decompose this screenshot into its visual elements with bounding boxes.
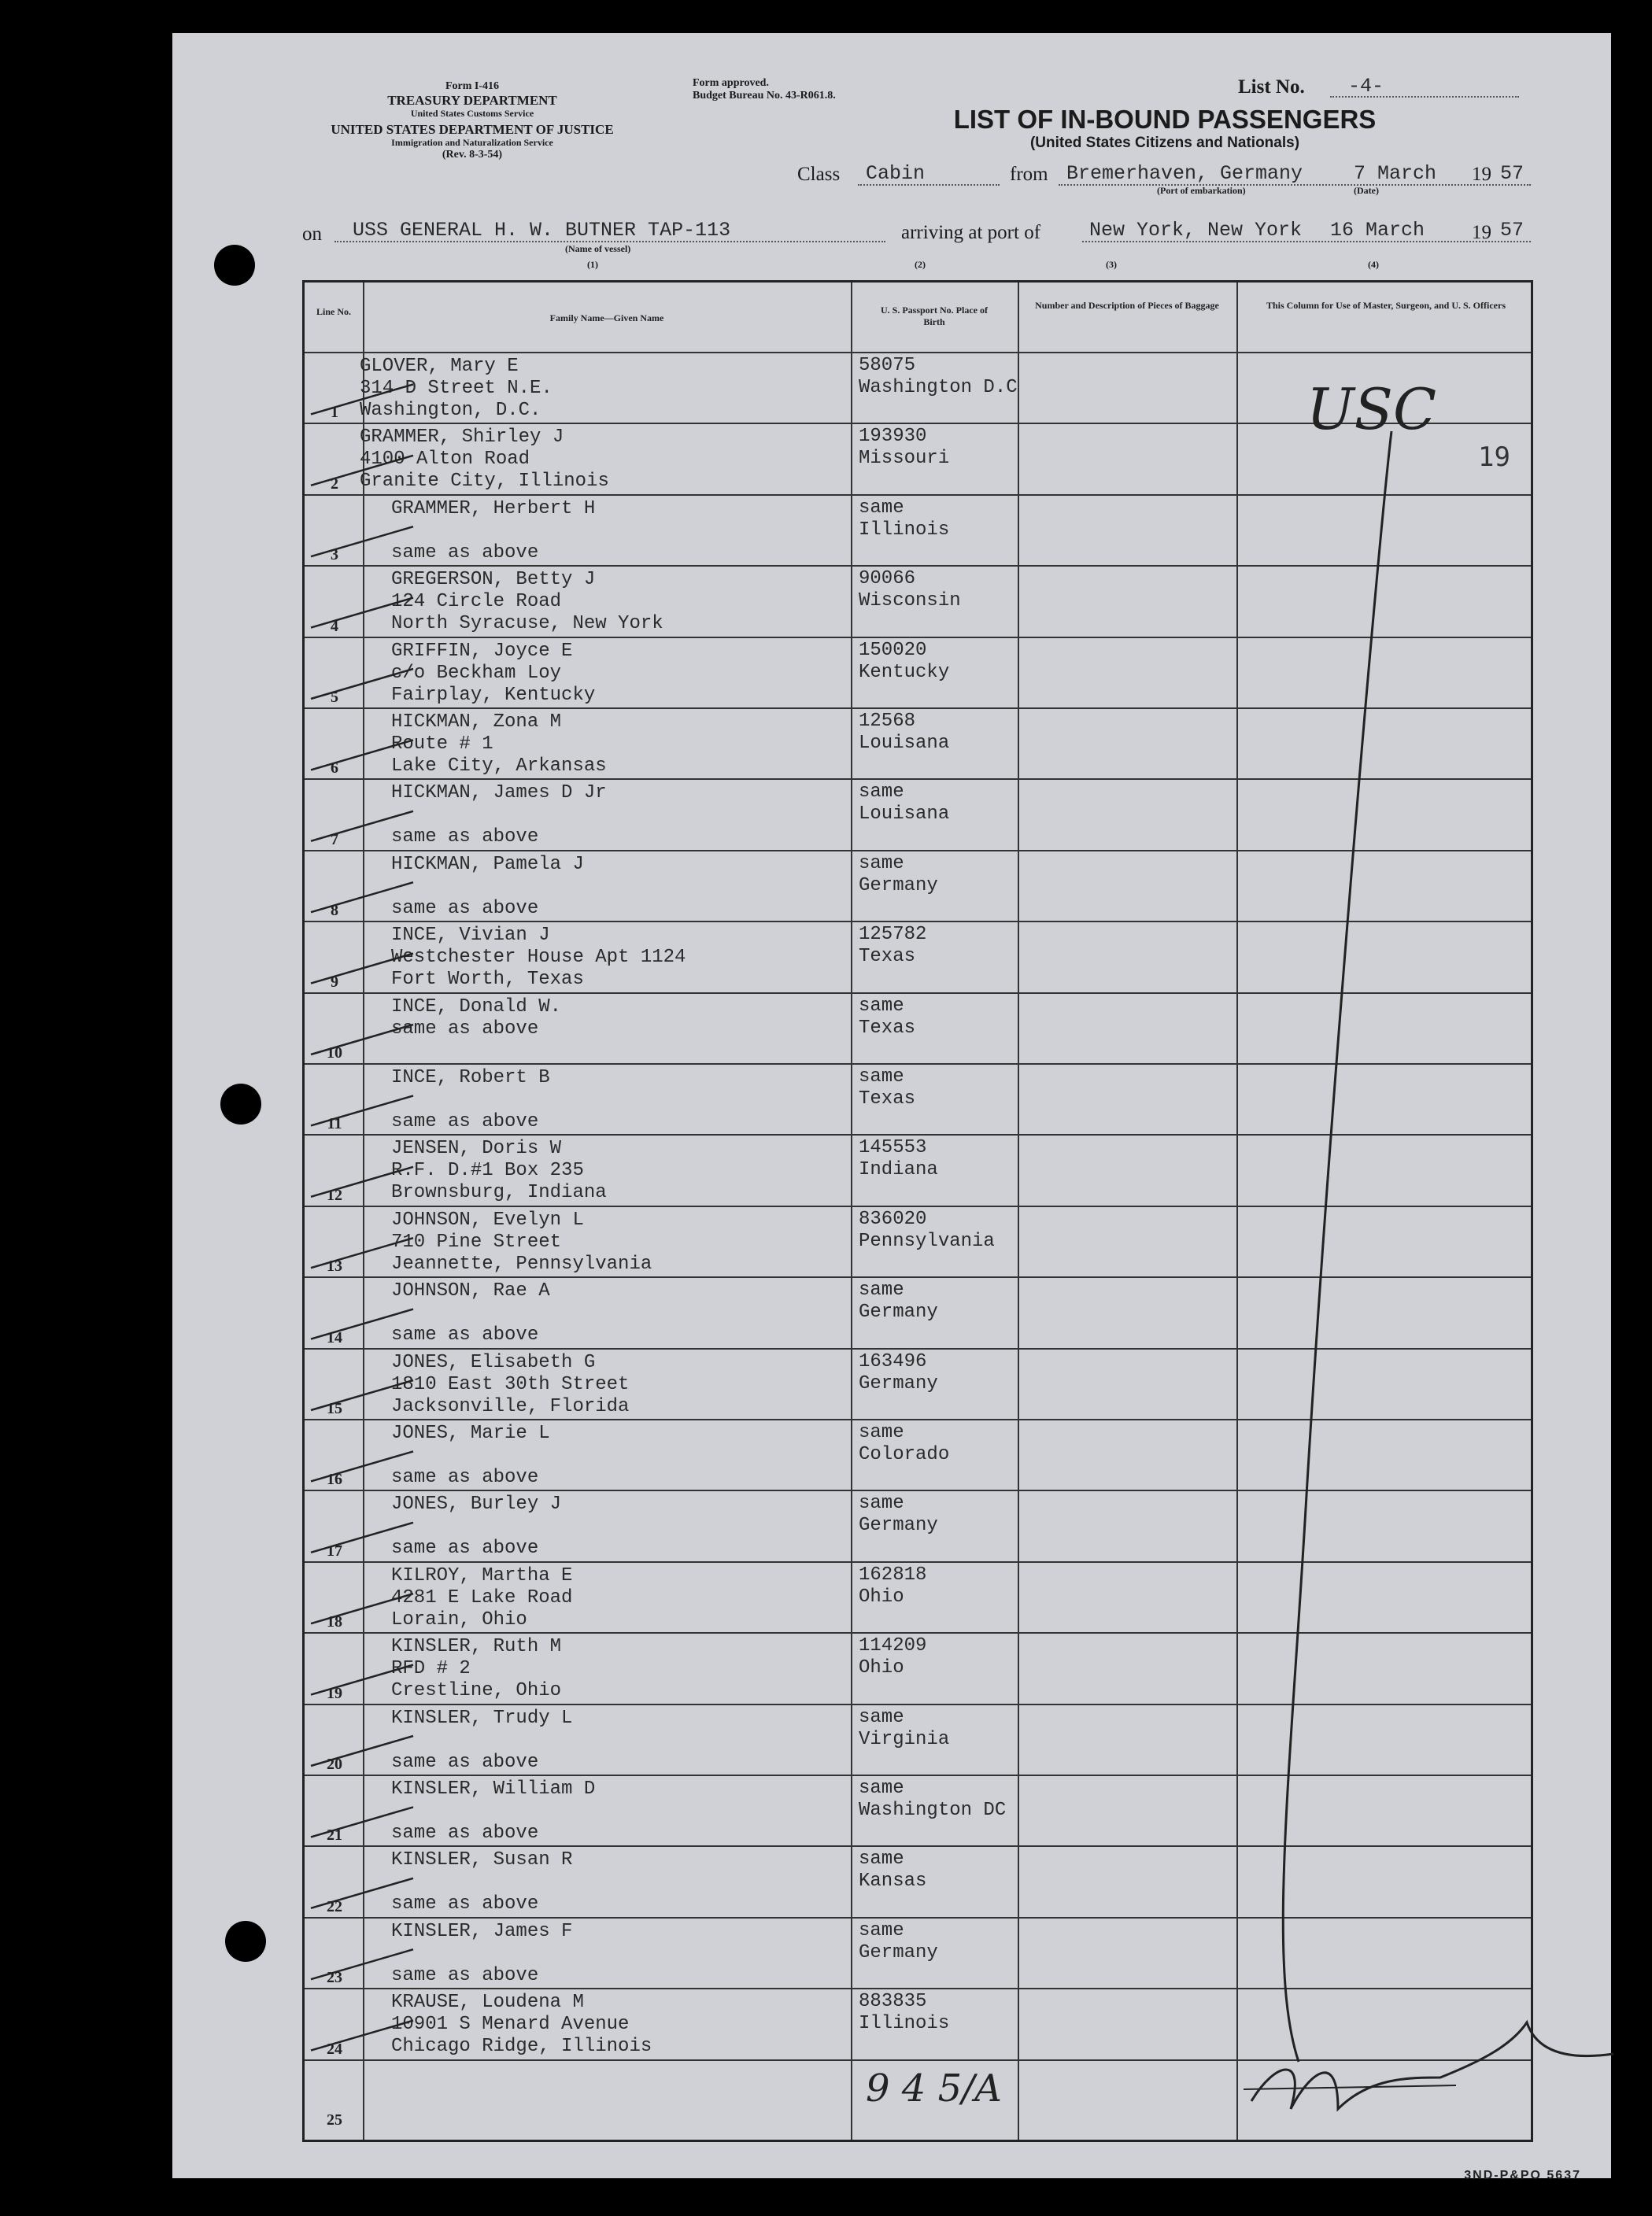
place-of-birth: Germany [859, 1302, 938, 1324]
passenger-address: Westchester House Apt 1124 [391, 947, 686, 969]
line-number: 18 [327, 1613, 342, 1631]
passenger-address: Crestline, Ohio [391, 1680, 562, 1702]
passport-number: same [859, 1280, 904, 1302]
col-caption-1: (1) [587, 259, 598, 270]
tally-mark: 9 4 5/A [866, 2066, 1002, 2111]
line-number: 19 [327, 1684, 342, 1702]
col-caption-4: (4) [1368, 259, 1379, 270]
line-number: 5 [331, 688, 338, 706]
passenger-address: c/o Beckham Loy [391, 662, 562, 684]
place-of-birth: Wisconsin [859, 590, 961, 612]
passenger-name: KILROY, Martha E [391, 1564, 573, 1586]
line-number: 16 [327, 1471, 342, 1489]
passport-number: 12568 [859, 711, 916, 732]
passport-number: same [859, 995, 904, 1017]
place-of-birth: Germany [859, 1372, 938, 1394]
place-of-birth: Indiana [859, 1159, 938, 1181]
passenger-name: GRAMMER, Herbert H [391, 497, 596, 519]
treasury-dept: TREASURY DEPARTMENT [387, 93, 557, 109]
passenger-address: same as above [391, 1111, 539, 1132]
passenger-address: Fairplay, Kentucky [391, 684, 596, 706]
place-of-birth: Illinois [859, 519, 950, 541]
check-mark [311, 1807, 413, 1837]
line-number: 12 [327, 1186, 342, 1204]
passenger-name: GRAMMER, Shirley J [360, 427, 564, 449]
vessel-caption: (Name of vessel) [565, 243, 631, 254]
passenger-address: 4100 Alton Road [360, 449, 530, 471]
passenger-name: KINSLER, William D [391, 1778, 596, 1800]
line-number: 17 [327, 1542, 342, 1560]
passenger-address: Lake City, Arkansas [391, 755, 607, 777]
place-of-birth: Texas [859, 1088, 916, 1110]
place-of-birth: Ohio [859, 1586, 904, 1608]
passenger-address: Granite City, Illinois [360, 471, 609, 493]
passenger-address: 4281 E Lake Road [391, 1586, 573, 1608]
passenger-address: same as above [391, 1467, 539, 1488]
passenger-address: 1810 East 30th Street [391, 1373, 630, 1395]
passenger-address: same as above [391, 1964, 539, 1986]
passenger-name: JONES, Burley J [391, 1494, 562, 1516]
line-number: 11 [327, 1115, 342, 1133]
depart-date: 7 March [1354, 162, 1437, 185]
passenger-name: JONES, Elisabeth G [391, 1351, 596, 1373]
place-of-birth: Ohio [859, 1657, 904, 1679]
line-number: 2 [331, 475, 338, 493]
check-mark [311, 882, 413, 912]
passenger-address: same as above [391, 826, 539, 848]
passenger-name: JENSEN, Doris W [391, 1138, 562, 1160]
passenger-address: same as above [391, 1538, 539, 1560]
check-mark [311, 954, 413, 984]
check-mark [311, 456, 413, 486]
check-mark [311, 1380, 413, 1410]
line-number: 9 [331, 973, 338, 991]
passenger-address: Lorain, Ohio [391, 1608, 527, 1631]
check-mark [311, 384, 413, 414]
check-mark [311, 526, 413, 556]
passport-number: 90066 [859, 568, 916, 590]
passport-number: same [859, 497, 904, 519]
passport-number: same [859, 1493, 904, 1515]
passport-number: same [859, 1849, 904, 1871]
passport-number: 125782 [859, 924, 927, 946]
passenger-address: North Syracuse, New York [391, 613, 663, 635]
passenger-address: Route # 1 [391, 733, 493, 755]
check-mark [311, 1736, 413, 1766]
place-of-birth: Texas [859, 946, 916, 968]
budget-bureau: Budget Bureau No. 43-R061.8. [693, 90, 836, 102]
col-caption-2: (2) [915, 259, 926, 270]
on-label: on [302, 223, 322, 245]
passport-number: 114209 [859, 1635, 927, 1657]
officer-signature [1251, 2022, 1613, 2109]
check-mark [311, 1167, 413, 1197]
passport-number: 836020 [859, 1208, 927, 1230]
check-mark [311, 1309, 413, 1339]
line-number: 10 [327, 1043, 342, 1062]
passenger-address: Washington, D.C. [360, 400, 541, 421]
passenger-name: KRAUSE, Loudena M [391, 1992, 584, 2014]
passenger-name: INCE, Donald W. [391, 995, 562, 1018]
passport-number: same [859, 781, 904, 803]
passport-number: same [859, 1778, 904, 1799]
passenger-name: JOHNSON, Rae A [391, 1280, 550, 1302]
passenger-name: HICKMAN, James D Jr [391, 782, 607, 804]
place-of-birth: Colorado [859, 1444, 950, 1465]
arrival-port: New York, New York [1089, 219, 1303, 242]
passenger-address: same as above [391, 1823, 539, 1844]
check-mark [311, 811, 413, 841]
passenger-name: KINSLER, Susan R [391, 1849, 573, 1871]
passenger-name: INCE, Vivian J [391, 925, 550, 947]
passenger-address: Fort Worth, Texas [391, 969, 584, 991]
check-mark [311, 1878, 413, 1908]
list-no-label: List No. [1238, 76, 1305, 98]
passport-number: same [859, 852, 904, 874]
port-embark-caption: (Port of embarkation) [1157, 185, 1246, 196]
line-number: 14 [327, 1328, 342, 1346]
passenger-name: HICKMAN, Pamela J [391, 853, 584, 875]
form-revision: (Rev. 8-3-54) [442, 148, 503, 161]
place-of-birth: Washington DC [859, 1800, 1007, 1821]
officer-vertical-line [1283, 431, 1391, 2062]
arrival-year: 57 [1500, 219, 1524, 242]
place-of-birth: Kentucky [859, 661, 950, 683]
check-mark [311, 598, 413, 628]
ins-service: Immigration and Naturalization Service [391, 136, 553, 148]
passport-number: 163496 [859, 1350, 927, 1372]
passport-number: 162818 [859, 1564, 927, 1586]
passenger-address: same as above [391, 1324, 539, 1346]
check-mark [311, 1949, 413, 1979]
place-of-birth: Germany [859, 1941, 938, 1963]
passenger-address: 314 D Street N.E. [360, 378, 553, 399]
from-label: from [1010, 164, 1048, 185]
check-mark [311, 1025, 413, 1054]
place-of-birth: Missouri [859, 448, 950, 470]
arriving-label: arriving at port of [901, 222, 1041, 243]
check-mark [311, 1665, 413, 1695]
passenger-address: same as above [391, 897, 539, 919]
passenger-name: KINSLER, Ruth M [391, 1636, 562, 1658]
place-of-birth: Illinois [859, 2013, 950, 2035]
passenger-name: GREGERSON, Betty J [391, 569, 596, 591]
form-number: Form I-416 [445, 80, 500, 92]
place-of-birth: Louisana [859, 803, 950, 825]
footer-code: 3ND-P&PO 5637 [1464, 2169, 1581, 2182]
col-caption-3: (3) [1106, 259, 1117, 270]
passenger-name: JOHNSON, Evelyn L [391, 1209, 584, 1231]
check-mark [311, 740, 413, 770]
line-number: 6 [331, 759, 338, 777]
passenger-address: 710 Pine Street [391, 1231, 562, 1253]
place-of-birth: Washington D.C [859, 377, 1018, 398]
line-number: 4 [331, 617, 338, 635]
passenger-address: same as above [391, 1018, 539, 1040]
passport-number: 145553 [859, 1137, 927, 1159]
from-value: Bremerhaven, Germany [1066, 162, 1303, 185]
col-header-passport: U. S. Passport No. Place of Birth [881, 305, 988, 327]
passenger-name: KINSLER, James F [391, 1920, 573, 1942]
vessel-name: USS GENERAL H. W. BUTNER TAP-113 [353, 219, 731, 242]
passenger-address: Brownsburg, Indiana [391, 1182, 607, 1204]
place-of-birth: Germany [859, 874, 938, 896]
place-of-birth: Louisana [859, 733, 950, 754]
line-number: 8 [331, 902, 338, 920]
justice-dept: UNITED STATES DEPARTMENT OF JUSTICE [331, 122, 614, 138]
passenger-address: same as above [391, 541, 539, 563]
line-number: 1 [331, 404, 338, 422]
passenger-address: Jacksonville, Florida [391, 1395, 630, 1417]
passport-number: same [859, 1066, 904, 1088]
passenger-name: JONES, Marie L [391, 1423, 550, 1444]
passenger-address: same as above [391, 1893, 539, 1915]
col-header-name: Family Name—Given Name [549, 312, 664, 323]
line-number: 22 [327, 1897, 342, 1915]
passport-number: 58075 [859, 355, 916, 376]
date-caption: (Date) [1354, 185, 1379, 196]
check-mark [311, 1451, 413, 1481]
passport-number: same [859, 1919, 904, 1941]
customs-service: United States Customs Service [410, 107, 534, 119]
page-title: LIST OF IN-BOUND PASSENGERS [953, 105, 1377, 134]
passenger-address: 10901 S Menard Avenue [391, 2014, 630, 2036]
passenger-name: HICKMAN, Zona M [391, 711, 562, 733]
officer-count: 19 [1478, 441, 1510, 473]
line-number: 25 [327, 2111, 342, 2129]
passenger-name: KINSLER, Trudy L [391, 1707, 573, 1729]
line-number: 15 [327, 1399, 342, 1417]
col-header-officers: This Column for Use of Master, Surgeon, and U. S. Officers [1266, 300, 1506, 311]
check-mark [311, 1523, 413, 1553]
passenger-name: GLOVER, Mary E [360, 356, 519, 377]
line-number: 3 [331, 546, 338, 564]
passenger-name: GRIFFIN, Joyce E [391, 640, 573, 662]
line-number: 23 [327, 1969, 342, 1987]
line-number: 21 [327, 1826, 342, 1845]
list-no-value: -4- [1348, 75, 1384, 98]
passenger-address: 124 Circle Road [391, 591, 562, 613]
place-of-birth: Kansas [859, 1871, 927, 1893]
col-header-line-no: Line No. [316, 306, 351, 317]
place-of-birth: Pennsylvania [859, 1230, 995, 1252]
place-of-birth: Texas [859, 1017, 916, 1039]
check-mark [311, 1238, 413, 1268]
passenger-address: RFD # 2 [391, 1658, 471, 1680]
class-value: Cabin [866, 162, 926, 185]
depart-year-prefix: 19 [1472, 164, 1491, 185]
line-number: 24 [327, 2040, 342, 2058]
place-of-birth: Virginia [859, 1728, 950, 1750]
arrival-date: 16 March [1330, 219, 1425, 242]
passport-number: 150020 [859, 639, 927, 661]
arrival-year-prefix: 19 [1472, 222, 1491, 243]
line-number: 7 [331, 830, 338, 848]
passenger-address: Jeannette, Pennsylvania [391, 1253, 652, 1275]
place-of-birth: Germany [859, 1515, 938, 1537]
passenger-name: INCE, Robert B [391, 1067, 550, 1088]
passenger-address: same as above [391, 1751, 539, 1773]
class-label: Class [797, 164, 841, 185]
passport-number: 883835 [859, 1991, 927, 2013]
col-header-baggage: Number and Description of Pieces of Baggage [1035, 300, 1219, 311]
check-mark [311, 1095, 413, 1125]
officer-underline-stroke [1244, 2085, 1456, 2089]
line-number: 20 [327, 1755, 342, 1773]
check-mark [311, 2021, 413, 2051]
form-approved: Form approved. [693, 77, 769, 89]
passenger-address: R.F. D.#1 Box 235 [391, 1160, 584, 1182]
row-check-marks [311, 384, 413, 2050]
check-mark [311, 1594, 413, 1623]
page-subtitle: (United States Citizens and Nationals) [1029, 134, 1300, 151]
officer-mark: USC [1306, 376, 1437, 442]
passenger-address: Chicago Ridge, Illinois [391, 2036, 652, 2058]
passport-number: same [859, 1422, 904, 1443]
passport-number: 193930 [859, 426, 927, 448]
depart-year: 57 [1500, 162, 1524, 185]
passport-number: same [859, 1706, 904, 1728]
line-number: 13 [327, 1258, 342, 1276]
check-mark [311, 669, 413, 699]
